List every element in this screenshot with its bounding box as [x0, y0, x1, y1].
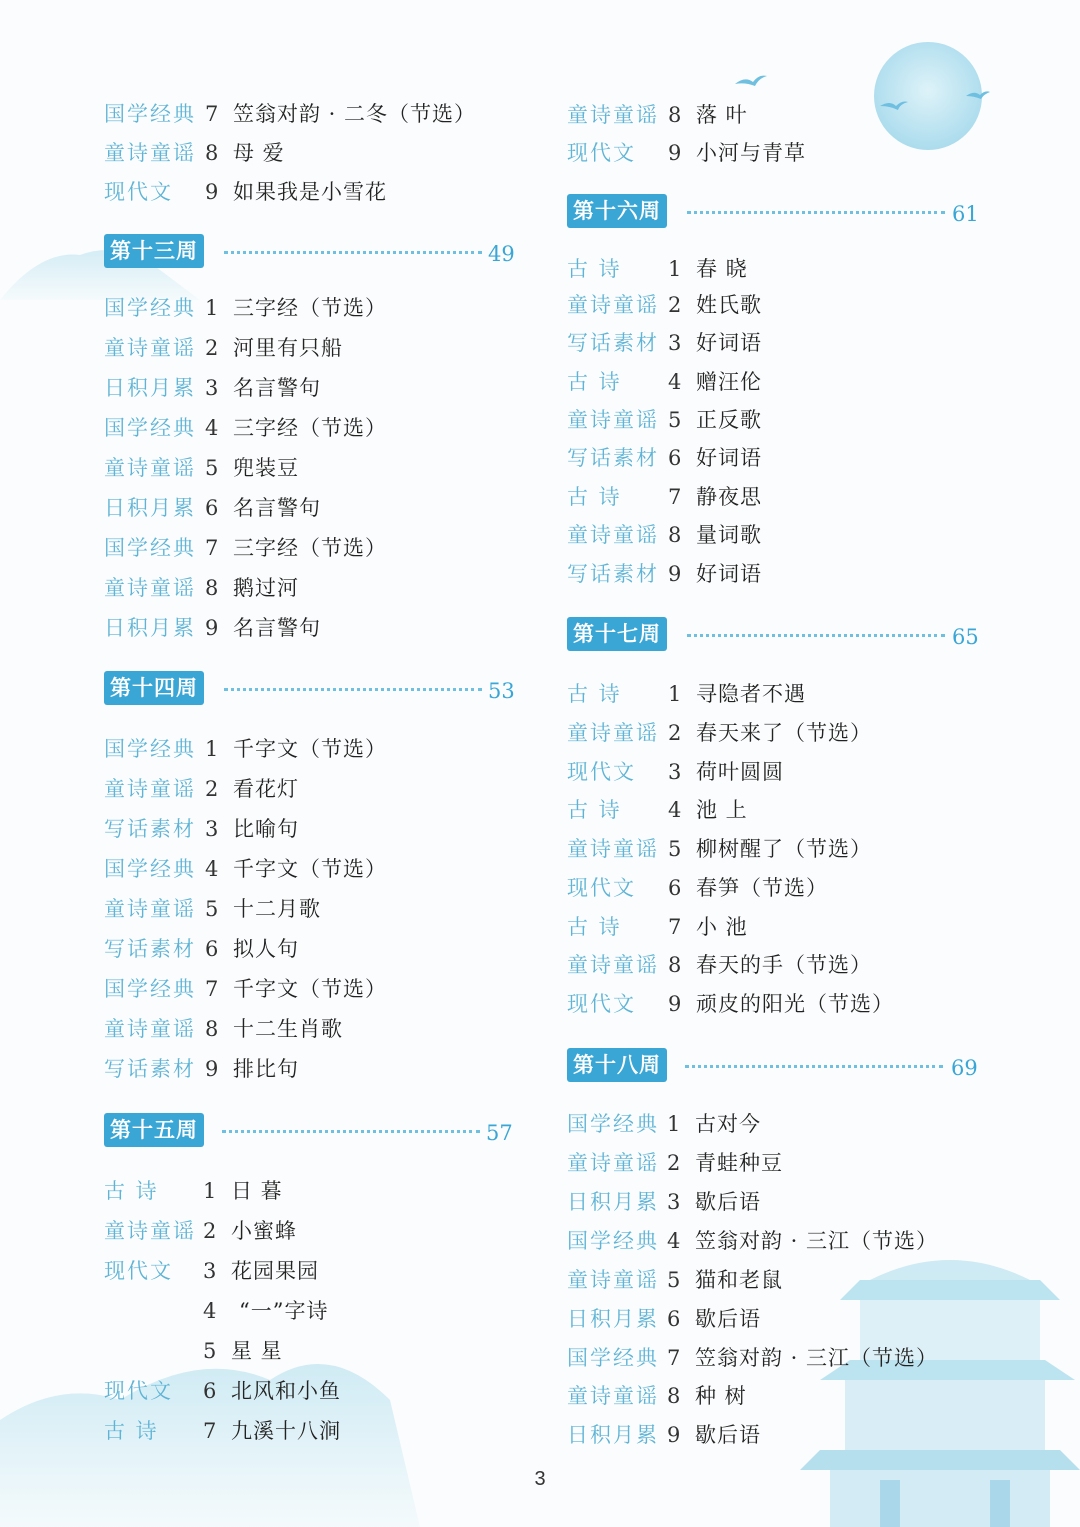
- week-header[interactable]: [104, 1113, 516, 1153]
- category-label: 国学经典: [104, 416, 196, 440]
- entry-title: 名言警句: [233, 616, 321, 640]
- entry-title: 看花灯: [233, 777, 299, 801]
- week-page-number: 61: [952, 202, 979, 226]
- category-label: 国学经典: [104, 857, 196, 881]
- entry-number: 9: [668, 562, 682, 586]
- toc-entry[interactable]: [567, 556, 987, 592]
- category-label: 现代文: [104, 1259, 173, 1283]
- toc-entry[interactable]: [567, 1340, 987, 1376]
- category-label: 写话素材: [104, 937, 196, 961]
- toc-entry[interactable]: [567, 364, 987, 400]
- entry-title: 歇后语: [695, 1190, 761, 1214]
- category-label: 童诗童谣: [567, 1151, 659, 1175]
- entry-number: 1: [205, 737, 219, 761]
- toc-entry[interactable]: [104, 1253, 524, 1289]
- toc-entry[interactable]: [104, 811, 524, 847]
- category-label: 现代文: [104, 1379, 173, 1403]
- week-badge: 第十四周: [104, 671, 204, 705]
- toc-entry[interactable]: [104, 1293, 524, 1329]
- toc-entry[interactable]: [567, 1106, 987, 1142]
- category-label: 童诗童谣: [104, 1017, 196, 1041]
- category-label: 童诗童谣: [104, 777, 196, 801]
- entry-number: 9: [667, 1423, 681, 1447]
- entry-number: 5: [668, 837, 682, 861]
- category-label: 现代文: [567, 876, 636, 900]
- category-label: 日积月累: [104, 376, 196, 400]
- entry-number: 2: [203, 1219, 217, 1243]
- entry-title: 名言警句: [233, 376, 321, 400]
- entry-number: 3: [667, 1190, 681, 1214]
- entry-title: 千字文（节选）: [233, 737, 387, 761]
- category-label: 童诗童谣: [104, 897, 196, 921]
- entry-title: 柳树醒了（节选）: [696, 837, 872, 861]
- entry-title: 池 上: [696, 798, 748, 822]
- entry-number: 7: [205, 102, 219, 126]
- toc-entry[interactable]: [104, 891, 524, 927]
- week-badge: 第十三周: [104, 234, 204, 268]
- toc-entry[interactable]: [567, 251, 987, 287]
- entry-number: 9: [205, 180, 219, 204]
- entry-number: 8: [668, 523, 682, 547]
- bird-icon: [735, 76, 767, 86]
- entry-title: 荷叶圆圆: [696, 760, 784, 784]
- entry-title: 排比句: [233, 1057, 299, 1081]
- entry-number: 8: [668, 953, 682, 977]
- category-label: 童诗童谣: [104, 1219, 196, 1243]
- category-label: 童诗童谣: [567, 408, 659, 432]
- category-label: 日积月累: [104, 496, 196, 520]
- category-label: 古 诗: [567, 370, 622, 394]
- toc-entry[interactable]: [104, 1413, 524, 1449]
- entry-title: 歇后语: [695, 1307, 761, 1331]
- toc-entry[interactable]: [104, 530, 524, 566]
- entry-number: 2: [668, 721, 682, 745]
- category-label: 国学经典: [104, 102, 196, 126]
- entry-number: 3: [205, 817, 219, 841]
- week-header[interactable]: [104, 234, 516, 274]
- entry-title: 九溪十八涧: [231, 1419, 341, 1443]
- entry-number: 7: [205, 977, 219, 1001]
- toc-entry[interactable]: [104, 1213, 524, 1249]
- entry-title: 姓氏歌: [696, 293, 762, 317]
- entry-title: 日 暮: [231, 1179, 283, 1203]
- toc-entry[interactable]: [104, 450, 524, 486]
- entry-title: 兜装豆: [233, 456, 299, 480]
- toc-entry[interactable]: [104, 370, 524, 406]
- toc-entry[interactable]: [567, 135, 987, 171]
- category-label: 国学经典: [567, 1112, 659, 1136]
- category-label: 童诗童谣: [567, 1268, 659, 1292]
- entry-title: 笠翁对韵 · 三江（节选）: [695, 1229, 939, 1253]
- entry-number: 1: [205, 296, 219, 320]
- toc-entry[interactable]: [567, 715, 987, 751]
- toc-entry[interactable]: [567, 479, 987, 515]
- toc-entry[interactable]: [567, 909, 987, 945]
- week-page-number: 65: [952, 625, 979, 649]
- toc-entry[interactable]: [104, 490, 524, 526]
- week-page-number: 57: [486, 1121, 513, 1145]
- leader-dots: [224, 251, 482, 254]
- week-badge: 第十八周: [567, 1048, 667, 1082]
- entry-title: 赠汪伦: [696, 370, 762, 394]
- entry-number: 2: [205, 336, 219, 360]
- week-header[interactable]: [567, 194, 979, 234]
- toc-entry[interactable]: [104, 96, 524, 132]
- toc-entry[interactable]: [104, 1333, 524, 1369]
- toc-entry[interactable]: [104, 1011, 524, 1047]
- toc-entry[interactable]: [567, 1262, 987, 1298]
- entry-number: 4: [668, 370, 682, 394]
- entry-number: 7: [668, 915, 682, 939]
- entry-number: 4: [668, 798, 682, 822]
- toc-entry[interactable]: [567, 754, 987, 790]
- entry-title: 量词歌: [696, 523, 762, 547]
- entry-number: 1: [668, 682, 682, 706]
- entry-number: 6: [668, 876, 682, 900]
- entry-number: 5: [667, 1268, 681, 1292]
- week-badge: 第十七周: [567, 617, 667, 651]
- entry-number: 5: [205, 897, 219, 921]
- entry-number: 9: [668, 992, 682, 1016]
- week-header[interactable]: [104, 671, 516, 711]
- category-label: 日积月累: [567, 1423, 659, 1447]
- category-label: 童诗童谣: [104, 456, 196, 480]
- category-label: 童诗童谣: [567, 293, 659, 317]
- entry-number: 8: [205, 576, 219, 600]
- category-label: 日积月累: [104, 616, 196, 640]
- entry-number: 7: [668, 485, 682, 509]
- entry-title: 春笋（节选）: [696, 876, 828, 900]
- week-page-number: 69: [951, 1056, 978, 1080]
- leader-dots: [687, 211, 945, 214]
- category-label: 写话素材: [567, 446, 659, 470]
- category-label: 童诗童谣: [104, 336, 196, 360]
- entry-title: 小河与青草: [696, 141, 806, 165]
- category-label: 古 诗: [104, 1419, 159, 1443]
- week-header[interactable]: [567, 1048, 979, 1088]
- toc-entry[interactable]: [104, 851, 524, 887]
- toc-entry[interactable]: [104, 570, 524, 606]
- category-label: 童诗童谣: [567, 523, 659, 547]
- toc-entry[interactable]: [567, 1301, 987, 1337]
- entry-number: 5: [668, 408, 682, 432]
- category-label: 写话素材: [567, 331, 659, 355]
- toc-entry[interactable]: [104, 290, 524, 326]
- entry-number: 6: [668, 446, 682, 470]
- category-label: 国学经典: [104, 977, 196, 1001]
- category-label: 古 诗: [567, 915, 622, 939]
- category-label: 现代文: [104, 180, 173, 204]
- entry-title: 好词语: [696, 331, 762, 355]
- entry-number: 4: [203, 1299, 217, 1323]
- category-label: 写话素材: [104, 1057, 196, 1081]
- entry-title: 春天来了（节选）: [696, 721, 872, 745]
- category-label: 古 诗: [567, 257, 622, 281]
- entry-title: 顽皮的阳光（节选）: [696, 992, 894, 1016]
- entry-title: 笠翁对韵 · 三江（节选）: [695, 1346, 939, 1370]
- category-label: 日积月累: [567, 1190, 659, 1214]
- entry-title: 鹅过河: [233, 576, 299, 600]
- toc-entry[interactable]: [567, 1378, 987, 1414]
- entry-title: 古对今: [695, 1112, 761, 1136]
- toc-entry[interactable]: [567, 287, 987, 323]
- category-label: 童诗童谣: [567, 103, 659, 127]
- entry-title: 花园果园: [231, 1259, 319, 1283]
- entry-title: 正反歌: [696, 408, 762, 432]
- entry-number: 3: [668, 331, 682, 355]
- entry-number: 7: [203, 1419, 217, 1443]
- category-label: 现代文: [567, 141, 636, 165]
- toc-entry[interactable]: [104, 971, 524, 1007]
- entry-number: 6: [667, 1307, 681, 1331]
- entry-title: 比喻句: [233, 817, 299, 841]
- leader-dots: [687, 634, 945, 637]
- toc-entry[interactable]: [567, 792, 987, 828]
- toc-entry[interactable]: [104, 410, 524, 446]
- entry-number: 8: [205, 1017, 219, 1041]
- toc-entry[interactable]: [104, 1373, 524, 1409]
- entry-number: 8: [667, 1384, 681, 1408]
- toc-entry[interactable]: [567, 1223, 987, 1259]
- toc-entry[interactable]: [104, 174, 524, 210]
- toc-entry[interactable]: [567, 676, 987, 712]
- entry-number: 9: [668, 141, 682, 165]
- entry-number: 3: [205, 376, 219, 400]
- leader-dots: [224, 688, 482, 691]
- category-label: 写话素材: [567, 562, 659, 586]
- entry-number: 6: [205, 937, 219, 961]
- toc-entry[interactable]: [567, 1417, 987, 1453]
- toc-entry[interactable]: [567, 517, 987, 553]
- entry-title: 千字文（节选）: [233, 977, 387, 1001]
- toc-entry[interactable]: [104, 731, 524, 767]
- week-page-number: 49: [488, 242, 515, 266]
- leader-dots: [685, 1065, 943, 1068]
- entry-number: 3: [203, 1259, 217, 1283]
- entry-title: 河里有只船: [233, 336, 343, 360]
- category-label: 古 诗: [104, 1179, 159, 1203]
- week-header[interactable]: [567, 617, 979, 657]
- entry-number: 4: [205, 416, 219, 440]
- entry-title: “一”字诗: [239, 1299, 329, 1323]
- entry-title: 星 星: [231, 1339, 283, 1363]
- moon-decoration: [874, 42, 982, 150]
- category-label: 国学经典: [567, 1229, 659, 1253]
- entry-number: 8: [668, 103, 682, 127]
- category-label: 国学经典: [567, 1346, 659, 1370]
- entry-title: 猫和老鼠: [695, 1268, 783, 1292]
- entry-number: 3: [668, 760, 682, 784]
- category-label: 国学经典: [104, 536, 196, 560]
- category-label: 现代文: [567, 760, 636, 784]
- toc-entry[interactable]: [104, 931, 524, 967]
- entry-number: 9: [205, 1057, 219, 1081]
- toc-entry[interactable]: [567, 325, 987, 361]
- toc-entry[interactable]: [567, 1145, 987, 1181]
- entry-title: 十二生肖歌: [233, 1017, 343, 1041]
- toc-entry[interactable]: [567, 831, 987, 867]
- toc-entry[interactable]: [104, 135, 524, 171]
- category-label: 童诗童谣: [104, 141, 196, 165]
- entry-title: 春 晓: [696, 257, 748, 281]
- entry-title: 小 池: [696, 915, 748, 939]
- category-label: 古 诗: [567, 798, 622, 822]
- week-badge: 第十六周: [567, 194, 667, 228]
- entry-number: 1: [203, 1179, 217, 1203]
- toc-entry[interactable]: [567, 402, 987, 438]
- toc-entry[interactable]: [567, 1184, 987, 1220]
- entry-title: 笠翁对韵 · 二冬（节选）: [233, 102, 477, 126]
- category-label: 现代文: [567, 992, 636, 1016]
- toc-entry[interactable]: [567, 97, 987, 133]
- entry-title: 寻隐者不遇: [696, 682, 806, 706]
- entry-title: 落 叶: [696, 103, 748, 127]
- category-label: 日积月累: [567, 1307, 659, 1331]
- category-label: 古 诗: [567, 682, 622, 706]
- category-label: 童诗童谣: [567, 1384, 659, 1408]
- toc-entry[interactable]: [104, 330, 524, 366]
- toc-entry[interactable]: [567, 947, 987, 983]
- entry-title: 好词语: [696, 562, 762, 586]
- entry-title: 三字经（节选）: [233, 536, 387, 560]
- entry-title: 如果我是小雪花: [233, 180, 387, 204]
- entry-number: 4: [205, 857, 219, 881]
- entry-number: 1: [667, 1112, 681, 1136]
- category-label: 童诗童谣: [567, 837, 659, 861]
- entry-number: 2: [205, 777, 219, 801]
- entry-title: 好词语: [696, 446, 762, 470]
- entry-title: 北风和小鱼: [231, 1379, 341, 1403]
- toc-entry[interactable]: [567, 986, 987, 1022]
- entry-title: 拟人句: [233, 937, 299, 961]
- leader-dots: [222, 1130, 480, 1133]
- entry-number: 2: [668, 293, 682, 317]
- entry-number: 6: [203, 1379, 217, 1403]
- entry-number: 5: [205, 456, 219, 480]
- category-label: 国学经典: [104, 296, 196, 320]
- entry-title: 千字文（节选）: [233, 857, 387, 881]
- entry-number: 7: [667, 1346, 681, 1370]
- toc-entry[interactable]: [567, 440, 987, 476]
- category-label: 童诗童谣: [567, 721, 659, 745]
- entry-title: 名言警句: [233, 496, 321, 520]
- entry-number: 8: [205, 141, 219, 165]
- entry-title: 静夜思: [696, 485, 762, 509]
- entry-title: 三字经（节选）: [233, 416, 387, 440]
- entry-title: 母 爱: [233, 141, 285, 165]
- category-label: 国学经典: [104, 737, 196, 761]
- toc-entry[interactable]: [104, 1173, 524, 1209]
- entry-title: 青蛙种豆: [695, 1151, 783, 1175]
- toc-entry[interactable]: [104, 771, 524, 807]
- entry-title: 歇后语: [695, 1423, 761, 1447]
- toc-entry[interactable]: [104, 1051, 524, 1087]
- entry-number: 1: [668, 257, 682, 281]
- entry-number: 7: [205, 536, 219, 560]
- entry-number: 6: [205, 496, 219, 520]
- entry-title: 十二月歌: [233, 897, 321, 921]
- category-label: 童诗童谣: [104, 576, 196, 600]
- week-page-number: 53: [488, 679, 515, 703]
- entry-number: 2: [667, 1151, 681, 1175]
- toc-entry[interactable]: [104, 610, 524, 646]
- entry-number: 4: [667, 1229, 681, 1253]
- entry-title: 三字经（节选）: [233, 296, 387, 320]
- category-label: 写话素材: [104, 817, 196, 841]
- week-badge: 第十五周: [104, 1113, 204, 1147]
- entry-title: 春天的手（节选）: [696, 953, 872, 977]
- entry-title: 小蜜蜂: [231, 1219, 297, 1243]
- category-label: 古 诗: [567, 485, 622, 509]
- toc-entry[interactable]: [567, 870, 987, 906]
- entry-number: 9: [205, 616, 219, 640]
- page-number: 3: [534, 1468, 546, 1490]
- category-label: 童诗童谣: [567, 953, 659, 977]
- entry-title: 种 树: [695, 1384, 747, 1408]
- entry-number: 5: [203, 1339, 217, 1363]
